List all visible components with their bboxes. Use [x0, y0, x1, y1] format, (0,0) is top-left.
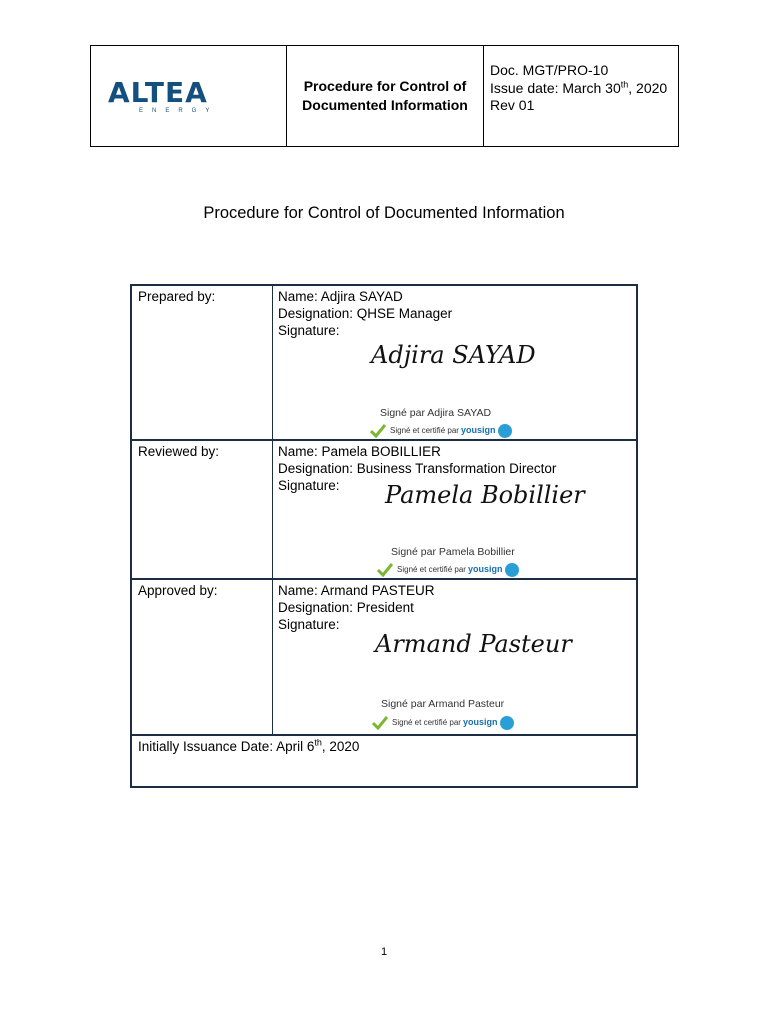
yousign-icon	[500, 716, 514, 730]
cert-text: Signé et certifié par	[390, 426, 459, 435]
issuance-date: Initially Issuance Date: April 6th, 2020	[138, 737, 360, 754]
header-meta	[484, 46, 678, 146]
yousign-certification	[377, 561, 519, 578]
document-title: Procedure for Control of Documented Information	[203, 204, 565, 222]
issuance-row	[132, 736, 636, 786]
approver-designation: Designation: Business Transformation Director	[278, 461, 557, 476]
signed-by-text: Signé par Armand Pasteur	[381, 698, 505, 710]
page-number: 1	[380, 946, 388, 958]
cert-text: Signé et certifié par	[397, 565, 466, 574]
approval-row-prepared	[132, 286, 636, 441]
doc-number: Doc. MGT/PRO-10	[490, 62, 609, 78]
yousign-certification	[372, 714, 514, 731]
revision: Rev 01	[490, 97, 535, 113]
role-label: Prepared by:	[132, 286, 273, 439]
checkmark-icon	[377, 563, 393, 577]
approver-name: Name: Armand PASTEUR	[278, 583, 435, 598]
approver-info	[273, 441, 636, 578]
role-label: Approved by:	[132, 580, 273, 734]
logo-subtext: ENERGY	[139, 108, 219, 114]
signature-label: Signature:	[278, 478, 340, 493]
cert-text: Signé et certifié par	[392, 718, 461, 727]
approver-info	[273, 286, 636, 439]
approval-table	[130, 284, 638, 788]
yousign-icon	[505, 563, 519, 577]
approver-info	[273, 580, 636, 734]
signature-image: Armand Pasteur	[375, 630, 572, 658]
logo-cell	[91, 46, 287, 146]
approver-designation: Designation: President	[278, 600, 414, 615]
approver-name: Name: Adjira SAYAD	[278, 289, 403, 304]
approval-row-reviewed	[132, 441, 636, 580]
yousign-brand: yousign	[462, 717, 498, 727]
issue-date: Issue date: March 30th, 2020	[490, 78, 668, 96]
checkmark-icon	[372, 716, 388, 730]
signed-by-text: Signé par Adjira SAYAD	[380, 407, 492, 419]
altea-logo: ALTEA	[108, 76, 208, 109]
header-title: Procedure for Control of Documented Information	[287, 46, 484, 146]
approval-row-approved	[132, 580, 636, 736]
signature-label: Signature:	[278, 617, 340, 632]
yousign-brand: yousign	[460, 425, 496, 435]
signature-image: Adjira SAYAD	[371, 341, 536, 369]
checkmark-icon	[370, 424, 386, 438]
yousign-brand: yousign	[467, 564, 503, 574]
yousign-icon	[498, 424, 512, 438]
signed-by-text: Signé par Pamela Bobillier	[391, 546, 515, 558]
role-label: Reviewed by:	[132, 441, 273, 578]
yousign-certification	[370, 422, 512, 439]
approver-designation: Designation: QHSE Manager	[278, 306, 453, 321]
signature-label: Signature:	[278, 323, 340, 338]
header-table	[90, 45, 679, 147]
signature-image: Pamela Bobillier	[385, 481, 585, 509]
approver-name: Name: Pamela BOBILLIER	[278, 444, 441, 459]
